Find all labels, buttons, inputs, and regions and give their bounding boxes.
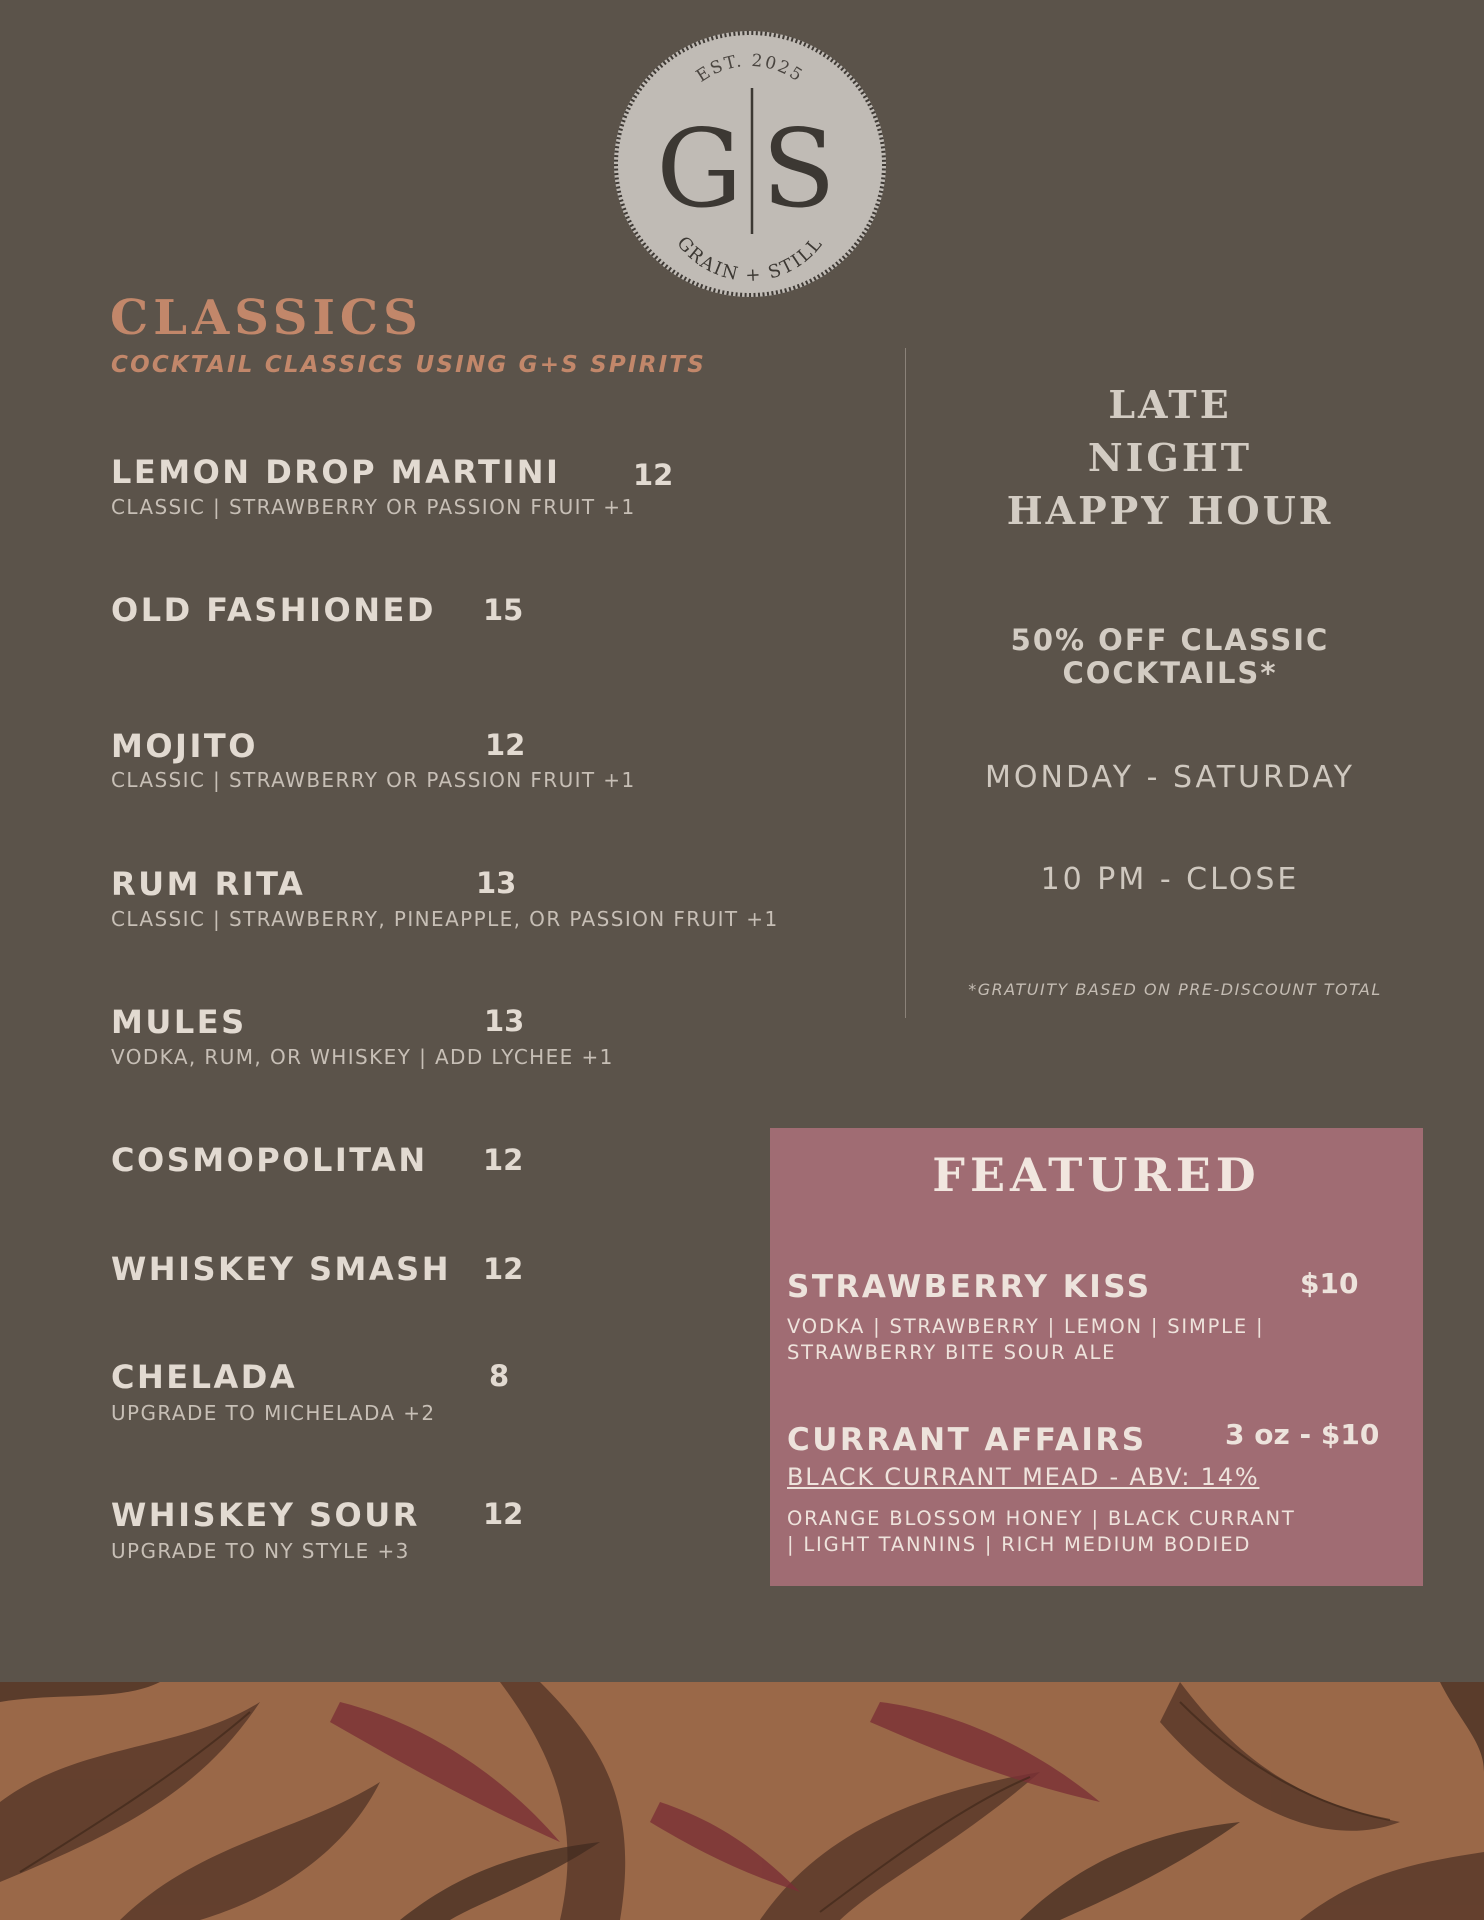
featured-item-subtitle: BLACK CURRANT MEAD - ABV: 14% bbox=[787, 1463, 1260, 1491]
menu-item-price: 13 bbox=[484, 1004, 525, 1038]
logo-top-text: EST. 2025 bbox=[692, 50, 808, 87]
logo-monogram: G S bbox=[656, 107, 844, 232]
leaf-pattern-icon bbox=[0, 1682, 1484, 1920]
featured-item-desc bbox=[787, 1506, 1296, 1558]
menu-item-desc: UPGRADE TO MICHELADA +2 bbox=[111, 1401, 436, 1425]
menu-item-name: COSMOPOLITAN bbox=[111, 1141, 428, 1179]
featured-item-name: STRAWBERRY KISS bbox=[787, 1269, 1152, 1305]
menu-item-name: WHISKEY SOUR bbox=[111, 1496, 420, 1534]
menu-item-name: CHELADA bbox=[111, 1358, 298, 1396]
logo-bottom-text: GRAIN + STILL bbox=[672, 232, 828, 287]
menu-item-price: 12 bbox=[633, 458, 674, 492]
menu-item-name: MULES bbox=[111, 1003, 247, 1041]
featured-item-desc-line: VODKA | STRAWBERRY | LEMON | SIMPLE | bbox=[787, 1315, 1265, 1338]
featured-item-price: $10 bbox=[1300, 1267, 1359, 1300]
featured-item-price: 3 oz - $10 bbox=[1225, 1418, 1380, 1451]
menu-item-name: RUM RITA bbox=[111, 865, 306, 903]
menu-item-desc: CLASSIC | STRAWBERRY, PINEAPPLE, OR PASSION FRUIT +1 bbox=[111, 907, 779, 931]
happy-hour-title-line: NIGHT bbox=[1087, 435, 1253, 480]
happy-hour-title bbox=[950, 378, 1390, 537]
menu-item-price: 12 bbox=[483, 1143, 524, 1177]
menu-item-desc: VODKA, RUM, OR WHISKEY | ADD LYCHEE +1 bbox=[111, 1045, 614, 1069]
happy-hour-discount bbox=[960, 624, 1380, 690]
featured-title: FEATURED bbox=[932, 1148, 1261, 1202]
menu-item-name: LEMON DROP MARTINI bbox=[111, 453, 561, 491]
leaf-pattern-banner bbox=[0, 1682, 1484, 1920]
menu-item-desc: CLASSIC | STRAWBERRY OR PASSION FRUIT +1 bbox=[111, 495, 636, 519]
menu-item-price: 12 bbox=[483, 1497, 524, 1531]
column-divider bbox=[905, 348, 906, 1018]
menu-item-desc: UPGRADE TO NY STYLE +3 bbox=[111, 1539, 410, 1563]
happy-hour-discount-line: COCKTAILS* bbox=[1062, 656, 1278, 690]
menu-item-desc: CLASSIC | STRAWBERRY OR PASSION FRUIT +1 bbox=[111, 768, 636, 792]
happy-hour-title-line: HAPPY HOUR bbox=[1006, 488, 1334, 533]
menu-item-price: 13 bbox=[476, 866, 517, 900]
menu-item-price: 12 bbox=[485, 728, 526, 762]
happy-hour-days: MONDAY - SATURDAY bbox=[985, 760, 1355, 795]
featured-item-desc-line: | LIGHT TANNINS | RICH MEDIUM BODIED bbox=[787, 1533, 1252, 1556]
featured-item-desc-line: ORANGE BLOSSOM HONEY | BLACK CURRANT bbox=[787, 1507, 1296, 1530]
menu-item-name: WHISKEY SMASH bbox=[111, 1250, 451, 1288]
menu-item-name: OLD FASHIONED bbox=[111, 591, 436, 629]
classics-subtitle: COCKTAIL CLASSICS USING G+S SPIRITS bbox=[111, 352, 707, 378]
featured-panel bbox=[770, 1128, 1423, 1586]
menu-item-name: MOJITO bbox=[111, 727, 258, 765]
logo-badge bbox=[612, 28, 888, 300]
featured-item-desc bbox=[787, 1314, 1264, 1366]
menu-item-price: 12 bbox=[483, 1252, 524, 1286]
featured-item-desc-line: STRAWBERRY BITE SOUR ALE bbox=[787, 1341, 1117, 1364]
logo-seal-icon bbox=[612, 28, 888, 300]
classics-title: CLASSICS bbox=[110, 290, 423, 346]
menu-item-price: 8 bbox=[489, 1359, 510, 1393]
happy-hour-note: *GRATUITY BASED ON PRE-DISCOUNT TOTAL bbox=[968, 980, 1382, 999]
happy-hour-time: 10 PM - CLOSE bbox=[1040, 862, 1300, 897]
happy-hour-title-line: LATE bbox=[1108, 382, 1232, 427]
happy-hour-discount-line: 50% OFF CLASSIC bbox=[1010, 623, 1330, 657]
menu-item-price: 15 bbox=[483, 593, 524, 627]
featured-item-name: CURRANT AFFAIRS bbox=[787, 1422, 1147, 1458]
